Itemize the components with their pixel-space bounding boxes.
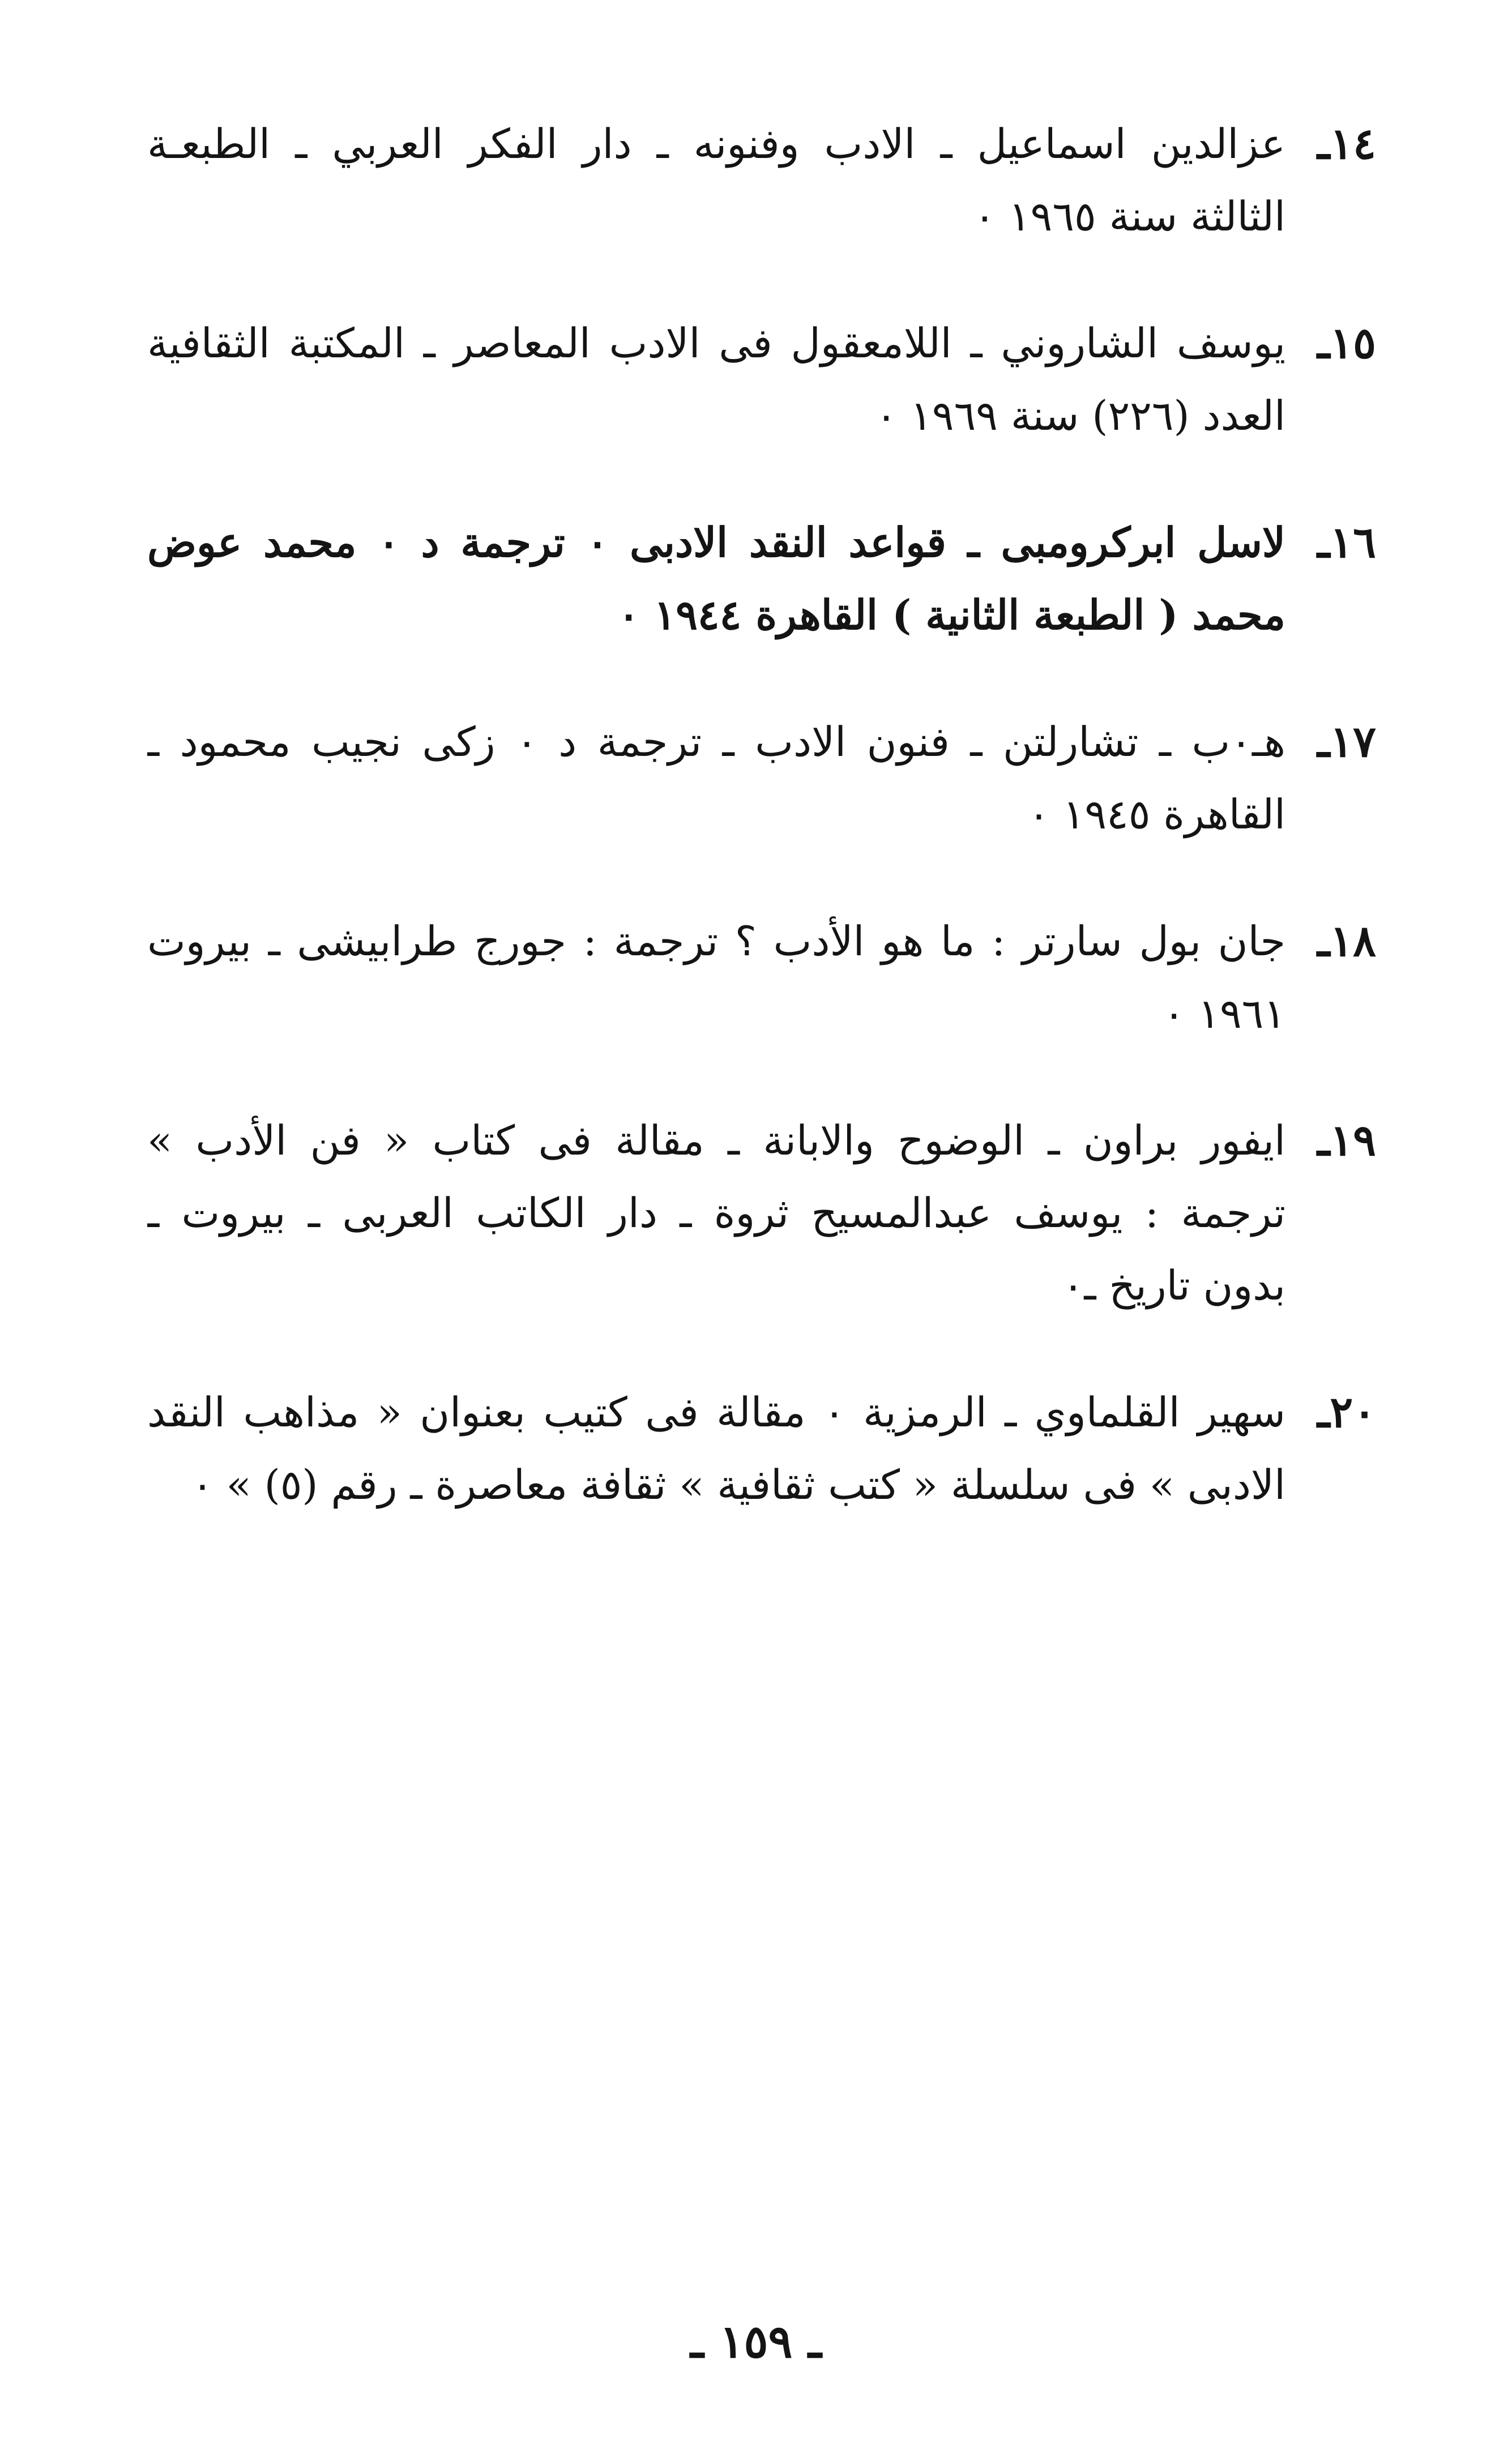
- entry-line: بدون تاريخ ـ٠: [1062, 1262, 1285, 1309]
- bibliography-entry-14: [147, 108, 1376, 253]
- entry-number: ١٧ـ: [1317, 716, 1376, 767]
- bibliography-entry-18: [147, 905, 1376, 1050]
- entry-line: القاهرة ١٩٤٥ ٠: [1028, 790, 1285, 838]
- entry-line: سهير القلماوي ـ الرمزية ٠ مقالة فى كتيب بعنوان « مذاهب النقد: [147, 1388, 1285, 1436]
- entry-line: يوسف الشاروني ـ اللامعقول فى الادب المعاصر ـ المكتبة الثقافية: [147, 319, 1285, 367]
- entry-text: [147, 108, 1285, 253]
- entry-number: ١٨ـ: [1317, 916, 1376, 966]
- entry-line: ١٩٦١ ٠: [1163, 990, 1285, 1037]
- bibliography-entry-19: [147, 1104, 1376, 1322]
- entry-text: [147, 1104, 1285, 1322]
- entry-line: هـ٠ب ـ تشارلتن ـ فنون الادب ـ ترجمة د ٠ زكى نجيب محمود ـ: [147, 718, 1285, 766]
- entry-line: العدد (٢٢٦) سنة ١٩٦٩ ٠: [875, 392, 1285, 439]
- entry-number: ١٦ـ: [1317, 517, 1376, 567]
- bibliography-entry-16: [147, 506, 1376, 651]
- page-number: ـ ١٥٩ ـ: [690, 2315, 822, 2368]
- entry-number: ١٤ـ: [1317, 118, 1376, 169]
- entry-line: لاسل ابركرومبى ـ قواعد النقد الادبى ٠ ترجمة د ٠ محمد عوض: [147, 518, 1285, 566]
- entry-line: الادبى » فى سلسلة « كتب ثقافية » ثقافة معاصرة ـ رقم (٥) » ٠: [191, 1461, 1285, 1508]
- entry-line: عزالدين اسماعيل ـ الادب وفنونه ـ دار الفكر العربي ـ الطبعـة: [147, 120, 1285, 168]
- entry-line: الثالثة سنة ١٩٦٥ ٠: [973, 193, 1285, 240]
- entry-number: ٢٠ـ: [1317, 1387, 1376, 1437]
- entry-line: محمد ( الطبعة الثانية ) القاهرة ١٩٤٤ ٠: [617, 591, 1285, 639]
- entry-number: ١٥ـ: [1317, 318, 1376, 368]
- entry-line: ايفور براون ـ الوضوح والابانة ـ مقالة فى كتاب « فن الأدب »: [147, 1117, 1285, 1164]
- bibliography-entry-17: [147, 706, 1376, 851]
- entry-line: جان بول سارتر : ما هو الأدب ؟ ترجمة : جورج طرابيشى ـ بيروت: [147, 917, 1285, 965]
- entry-number: ١٩ـ: [1317, 1115, 1376, 1165]
- entry-text: [147, 1376, 1285, 1521]
- entry-text: [147, 905, 1285, 1050]
- entry-text: [147, 506, 1285, 651]
- bibliography-entry-20: [147, 1376, 1376, 1521]
- entry-text: [147, 307, 1285, 452]
- bibliography-list: [147, 108, 1376, 1575]
- bibliography-entry-15: [147, 307, 1376, 452]
- entry-text: [147, 706, 1285, 851]
- entry-line: ترجمة : يوسف عبدالمسيح ثروة ـ دار الكاتب العربى ـ بيروت ـ: [147, 1189, 1285, 1237]
